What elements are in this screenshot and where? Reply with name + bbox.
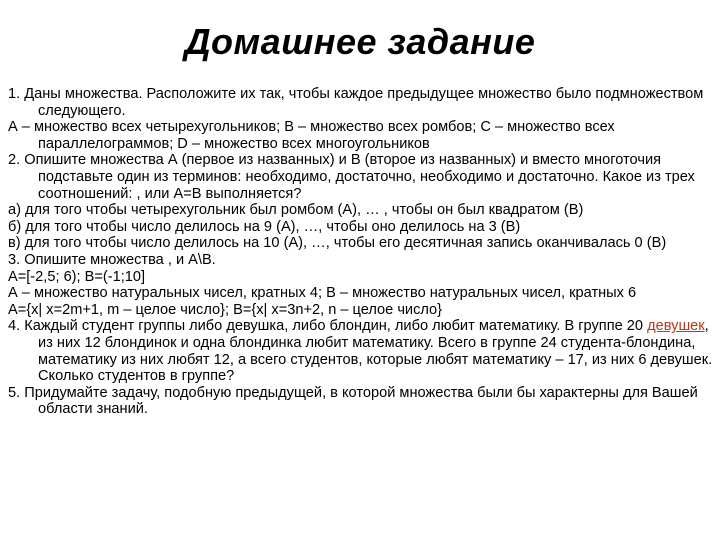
task-1-text: 1. Даны множества. Расположите их так, чтобы каждое предыдущее множество было подмножеством следующего. — [8, 86, 704, 119]
task-3-formulas: А={x| x=2m+1, m – целое число}; В={x| x=3n+2, n – целое число} — [8, 301, 443, 318]
task-3-multiples: А – множество натуральных чисел, кратных 4; В – множество натуральных чисел, кратных 6 — [8, 285, 637, 302]
task-4-highlight: девушек — [647, 318, 705, 335]
slide-content — [8, 86, 714, 418]
task-4-text — [8, 318, 714, 384]
task-2a: а) для того чтобы четырехугольник был ромбом (А), … , чтобы он был квадратом (В) — [8, 202, 584, 219]
slide-title: Домашнее задание — [184, 21, 536, 62]
task-2-text: 2. Опишите множества А (первое из названных) и В (второе из названных) и вместо многоточия подставьте один из терминов: необходимо, достаточно, необходимо и достаточно. Какое из трех соотношений: , или А=В выполняется? — [8, 152, 695, 202]
task-2b: б) для того чтобы число делилось на 9 (А), …, чтобы оно делилось на 3 (В) — [8, 218, 521, 235]
task-5-text: 5. Придумайте задачу, подобную предыдущей, в которой множества были бы характерны для Вашей области знаний. — [8, 384, 698, 418]
task-2c: в) для того чтобы число делилось на 10 (А), …, чтобы его десятичная запись оканчивалась 0 (В) — [8, 235, 667, 252]
task-4-after: , из них 12 блондинок и одна блондинка любит математику. Всего в группе 24 студента-блондина, математику из них любят 12, а всего студентов, которые любят математику – 17, из них 6 девушек. Сколько студентов в группе? — [38, 318, 713, 385]
task-3-text: 3. Опишите множества , и А\В. — [8, 251, 216, 268]
task-3-intervals: А=[-2,5; 6); В=(-1;10] — [8, 268, 146, 285]
task-1-sets: А – множество всех четырехугольников; В – множество всех ромбов; С – множество всех параллелограммов; D – множество всех многоугольников — [8, 119, 615, 152]
task-4-before: 4. Каждый студент группы либо девушка, либо блондин, либо любит математику. В группе 20 — [8, 318, 648, 335]
